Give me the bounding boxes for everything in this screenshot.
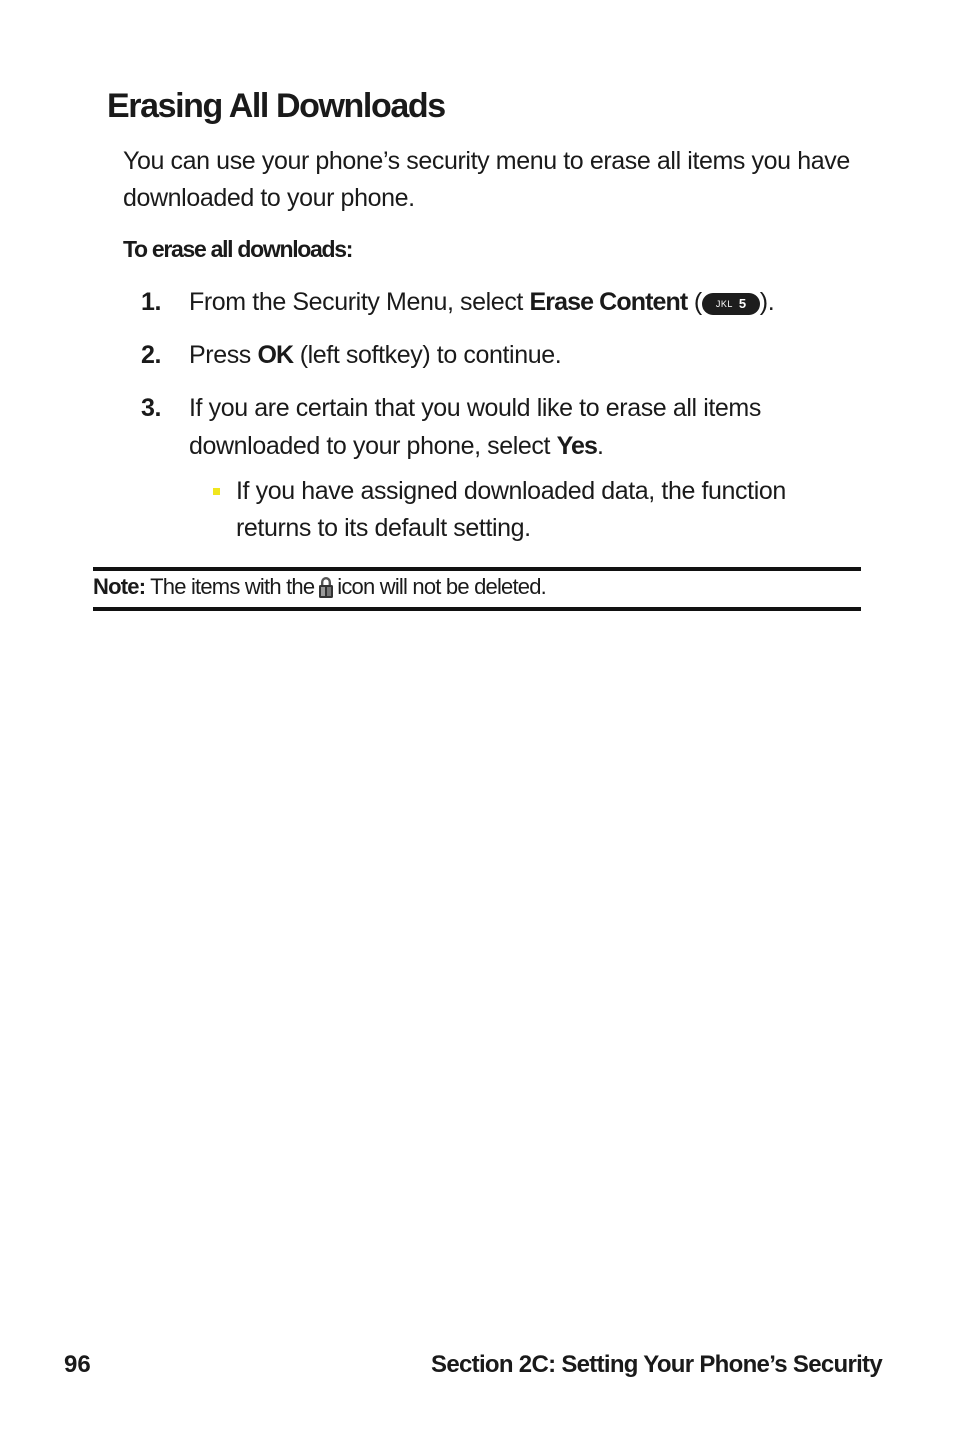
key-letters: JKL [715,299,733,309]
step-text: . [597,432,604,460]
option-yes: Yes [556,432,598,460]
menu-option-erase-content: Erase Content [529,288,688,316]
bullet-item [236,473,866,547]
lock-icon [316,574,336,600]
step-2 [141,336,859,374]
note-label: Note: [93,574,146,599]
step-text: (left softkey) to continue. [293,341,562,369]
step-text: If you are certain that you would like to erase all items downloaded to your phone, select [189,394,761,460]
procedure-heading: To erase all downloads: [123,236,353,262]
step-text: ). [759,288,775,316]
bullet-marker-icon [213,488,220,495]
page-title: Erasing All Downloads [107,87,445,125]
key-5-jkl-icon [702,293,760,315]
note-box [93,572,861,602]
step-text: Press [189,341,258,369]
intro-paragraph: You can use your phone’s security menu to erase all items you have downloaded to your phone. [123,147,850,212]
softkey-ok: OK [257,341,294,369]
note-text: The items with the [150,574,315,599]
note-bottom-rule [93,607,861,611]
step-3 [141,389,859,465]
step-text: From the Security Menu, select [189,288,530,316]
page-number: 96 [64,1351,91,1378]
key-digit: 5 [738,296,746,311]
section-title: Section 2C: Setting Your Phone’s Security [431,1351,882,1378]
step-number: 1. [141,288,162,316]
step-text: ( [687,288,702,316]
bullet-text: If you have assigned downloaded data, the function returns to its default setting. [236,477,786,542]
note-text: icon will not be deleted. [337,574,546,599]
step-1 [141,283,859,321]
step-number: 2. [141,341,162,369]
note-top-rule [93,567,861,571]
step-number: 3. [141,394,162,422]
